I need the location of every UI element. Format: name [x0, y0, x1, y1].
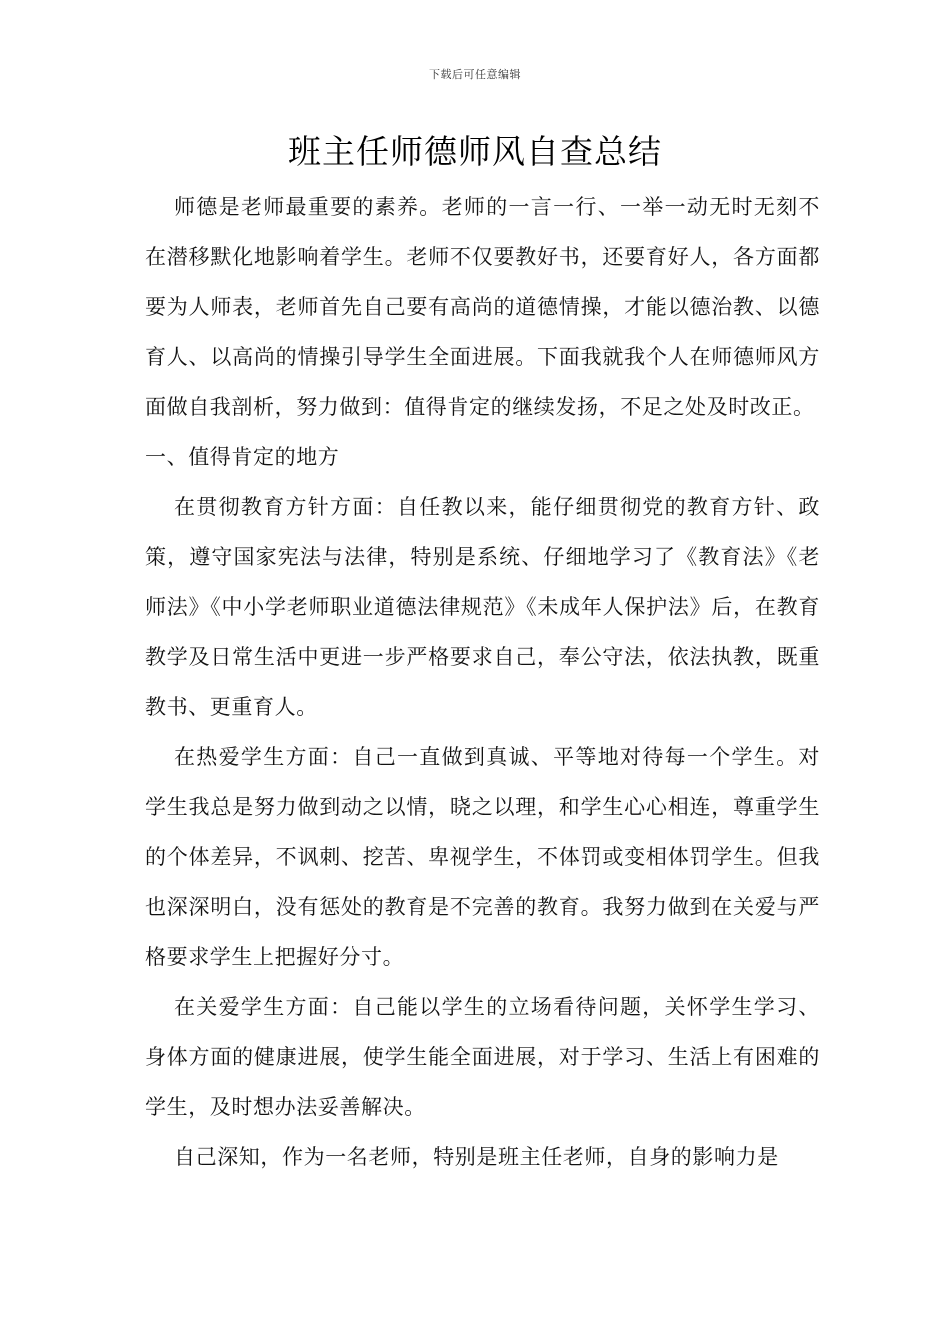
section-heading: 一、值得肯定的地方	[145, 445, 340, 469]
paragraph-education-policy: 在贯彻教育方针方面：自任教以来，能仔细贯彻党的教育方针、政策，遵守国家宪法与法律，特别是系统、仔细地学习了《教育法》《老师法》《中小学老师职业道德法律规范》《未成年人保护法》后，在教育教学及日常生活中更进一步严格要求自己，奉公守法，依法执教，既重教书、更重育人。	[145, 495, 820, 719]
paragraph-intro: 师德是老师最重要的素养。老师的一言一行、一举一动无时无刻不在潜移默化地影响着学生。老师不仅要教好书，还要育好人，各方面都要为人师表，老师首先自己要有高尚的道德情操，才能以德治教、以德育人、以高尚的情操引导学生全面进展。下面我就我个人在师德师风方面做自我剖析，努力做到：值得肯定的继续发扬，不足之处及时改正。	[145, 195, 820, 419]
paragraph-self-awareness: 自己深知，作为一名老师，特别是班主任老师，自身的影响力是	[174, 1145, 779, 1169]
header-note: 下载后可任意编辑	[429, 68, 521, 81]
paragraph-care-students: 在关爱学生方面：自己能以学生的立场看待问题，关怀学生学习、身体方面的健康进展，使学生能全面进展，对于学习、生活上有困难的学生，及时想办法妥善解决。	[145, 995, 820, 1119]
document-body	[145, 182, 820, 1182]
paragraph-love-students: 在热爱学生方面：自己一直做到真诚、平等地对待每一个学生。对学生我总是努力做到动之以情，晓之以理，和学生心心相连，尊重学生的个体差异，不讽刺、挖苦、卑视学生，不体罚或变相体罚学生。但我也深深明白，没有惩处的教育是不完善的教育。我努力做到在关爱与严格要求学生上把握好分寸。	[145, 745, 820, 969]
document-title: 班主任师德师风自查总结	[288, 132, 662, 171]
